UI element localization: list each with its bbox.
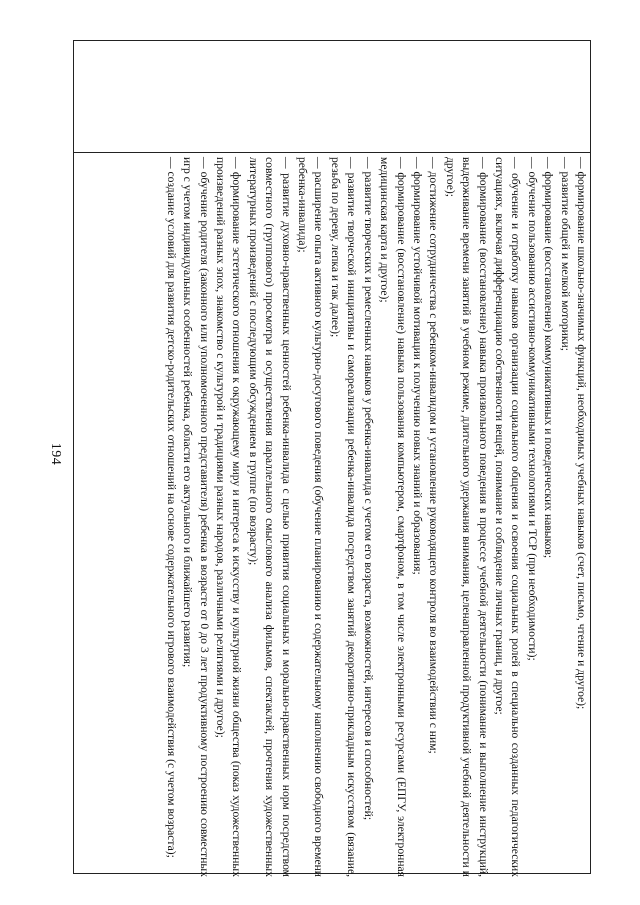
list-item: — расширение опыта активного культурно-досугового поведения (обучение планированию и содержательному наполнению свободного времени ребенка-инвалида);: [296, 157, 326, 877]
list-item: — развитие общей и мелкой моторики;: [558, 157, 572, 351]
list-item: — обучение и отработку навыков организации социального общения и освоения социальных ролей в специально созданных педагогических ситуациях, включая дифференциацию собственности вещей, понимание и соблюдение личных границ, и другое;: [492, 157, 523, 877]
page-number: 194: [48, 442, 63, 466]
list-item: — формирование школьно-значимых функций, необходимых учебных навыков (счет, письмо, чтение и другое);: [575, 157, 588, 710]
list-item: — создание условий для развития детско-родительских отношений на основе содержательного игрового взаимодействия (с учетом возраста);: [164, 157, 178, 858]
list-item: — обучение родителя (законного или уполномоченного представителя) ребенка в возрасте от 0 до 3 лет продуктивному построению совместных игр с учетом индивидуальных особенностей ребенка, области его актуального и ближайшего развития;: [181, 157, 211, 877]
list-item: — формирование эстетического отношения к окружающему миру и интереса к искусству и культурной жизни общества (показ художественных произведений разных эпох, знакомство с культурой и традициями разных народов, различными религиями и другое);: [214, 157, 244, 877]
list-item: — формирование (восстановление) навыка пользования компьютером, смартфоном, в том числе электронными ресурсами (ЕПГУ, электронная медицинская карта и другое);: [378, 157, 408, 877]
column-divider: [74, 152, 590, 153]
table-frame: [73, 40, 591, 877]
list-item: — формирование устойчивой мотивации к получению новых знаний и образования;: [410, 157, 424, 575]
list-item: — обучение пользованию ассистивно-коммуникативными технологиями и ТСР (при необходимости);: [525, 157, 539, 661]
list-item: — формирование (восстановление) коммуникативных и поведенческих навыков;: [542, 157, 556, 559]
list-item: — развитие творческой инициативы и самореализации ребенка-инвалида посредством занятий декоративно-прикладным искусством (вязание, резьба по дереву, лепка и так далее);: [328, 157, 359, 877]
list-item: — достижение сотрудничества с ребенком-инвалидом и установление руководящего контроля во взаимодействии с ним;: [427, 157, 441, 754]
list-item: — развитие творческих и ремесленных навыков у ребенка-инвалида с учетом его возраста, возможностей, интересов и способностей;: [361, 157, 375, 821]
list-item: — развитие духовно-нравственных ценностей ребенка-инвалида с целью привития социальных и морально-нравственных норм посредством совместного (группового) просмотра и осуществления параллельного смыслового анализа фильмов, спектаклей, прочтения художественных литературных произведений с последующим обсуждением в группе (по возрасту);: [246, 157, 293, 877]
list-item: — формирование (восстановление) навыка произвольного поведения в процессе учебной деятельности (понимание и выполнение инструкций, выдерживание времени занятий в учебном режиме, длительного удержания внимания, целенаправленной продуктивной учебной деятельности и другое);: [443, 157, 490, 877]
rotated-text-column: [77, 157, 589, 877]
table-cell-content: [77, 157, 589, 877]
